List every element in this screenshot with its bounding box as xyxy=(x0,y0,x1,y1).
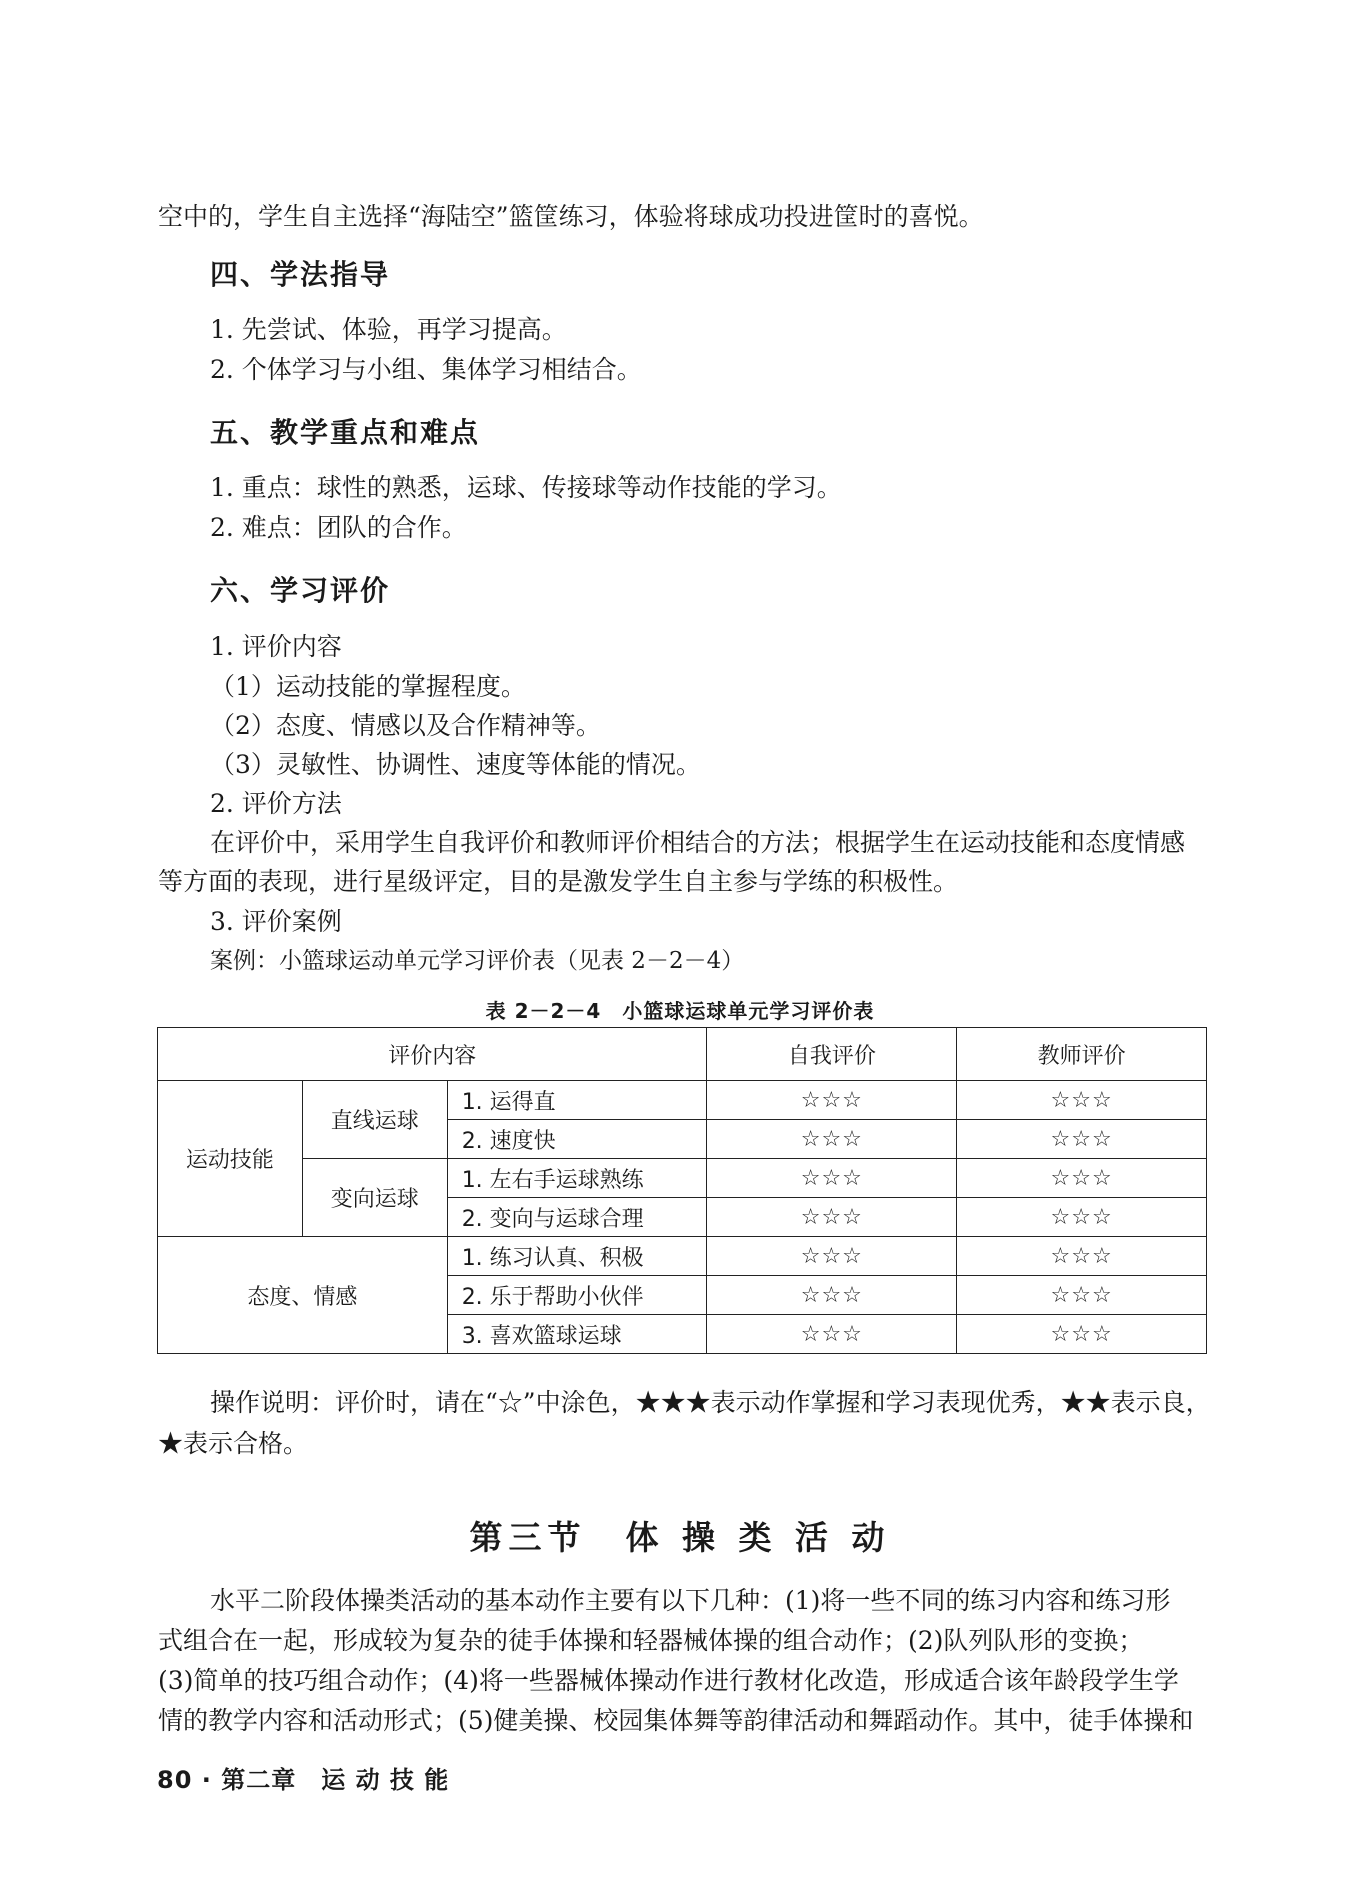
self-rating-stars[interactable]: ☆☆☆ xyxy=(707,1198,957,1237)
paragraph-line: (3)简单的技巧组合动作；(4)将一些器械体操动作进行教材化改造，形成适合该年龄段学生学 xyxy=(158,1666,1179,1695)
group-label: 运动技能 xyxy=(158,1081,303,1237)
note-line: 操作说明：评价时，请在“☆”中涂色，★★★表示动作掌握和学习表现优秀，★★表示良， xyxy=(210,1388,1211,1417)
paragraph-line: 等方面的表现，进行星级评定，目的是激发学生自主参与学练的积极性。 xyxy=(158,867,959,896)
heading-section-5: 五、教学重点和难点 xyxy=(210,416,481,449)
teacher-rating-stars[interactable]: ☆☆☆ xyxy=(957,1198,1207,1237)
teacher-rating-stars[interactable]: ☆☆☆ xyxy=(957,1237,1207,1276)
self-rating-stars[interactable]: ☆☆☆ xyxy=(707,1081,957,1120)
self-rating-stars[interactable]: ☆☆☆ xyxy=(707,1120,957,1159)
header-content: 评价内容 xyxy=(158,1028,707,1081)
list-item: 1. 先尝试、体验，再学习提高。 xyxy=(210,315,567,344)
teacher-rating-stars[interactable]: ☆☆☆ xyxy=(957,1315,1207,1354)
heading-section-6: 六、学习评价 xyxy=(210,574,391,607)
paragraph-line: 水平二阶段体操类活动的基本动作主要有以下几种：(1)将一些不同的练习内容和练习形 xyxy=(210,1586,1171,1615)
paragraph-line: 在评价中，采用学生自我评价和教师评价相结合的方法；根据学生在运动技能和态度情感 xyxy=(210,828,1186,857)
paragraph-line: 情的教学内容和活动形式；(5)健美操、校园集体舞等韵律活动和舞蹈动作。其中，徒手体操和 xyxy=(158,1706,1194,1735)
item-cell: 3. 喜欢篮球运球 xyxy=(447,1315,707,1354)
note-line: ★表示合格。 xyxy=(158,1429,309,1458)
list-item: 2. 评价方法 xyxy=(210,789,342,818)
teacher-rating-stars[interactable]: ☆☆☆ xyxy=(957,1120,1207,1159)
list-item: 2. 难点：团队的合作。 xyxy=(210,513,467,542)
list-item: 3. 评价案例 xyxy=(210,907,342,936)
list-item: （3）灵敏性、协调性、速度等体能的情况。 xyxy=(210,750,701,779)
self-rating-stars[interactable]: ☆☆☆ xyxy=(707,1159,957,1198)
table-caption: 表 2－2－4 小篮球运球单元学习评价表 xyxy=(485,999,875,1023)
item-cell: 2. 速度快 xyxy=(447,1120,707,1159)
table-header-row xyxy=(158,1028,1207,1081)
item-cell: 2. 乐于帮助小伙伴 xyxy=(447,1276,707,1315)
item-cell: 1. 左右手运球熟练 xyxy=(447,1159,707,1198)
self-rating-stars[interactable]: ☆☆☆ xyxy=(707,1315,957,1354)
teacher-rating-stars[interactable]: ☆☆☆ xyxy=(957,1276,1207,1315)
group-label: 态度、情感 xyxy=(158,1237,448,1354)
teacher-rating-stars[interactable]: ☆☆☆ xyxy=(957,1159,1207,1198)
item-cell: 1. 练习认真、积极 xyxy=(447,1237,707,1276)
self-rating-stars[interactable]: ☆☆☆ xyxy=(707,1276,957,1315)
case-line: 案例：小篮球运动单元学习评价表（见表 2－2－4） xyxy=(210,948,745,974)
table-row xyxy=(158,1081,1207,1120)
evaluation-table xyxy=(157,1027,1207,1354)
paragraph-line: 式组合在一起，形成较为复杂的徒手体操和轻器械体操的组合动作；(2)队列队形的变换； xyxy=(158,1626,1144,1655)
table-row xyxy=(158,1237,1207,1276)
self-rating-stars[interactable]: ☆☆☆ xyxy=(707,1237,957,1276)
table-row xyxy=(158,1159,1207,1198)
item-cell: 1. 运得直 xyxy=(447,1081,707,1120)
header-teacher: 教师评价 xyxy=(957,1028,1207,1081)
teacher-rating-stars[interactable]: ☆☆☆ xyxy=(957,1081,1207,1120)
header-self: 自我评价 xyxy=(707,1028,957,1081)
list-item: 1. 重点：球性的熟悉，运球、传接球等动作技能的学习。 xyxy=(210,473,842,502)
intro-line: 空中的，学生自主选择“海陆空”篮筐练习，体验将球成功投进筐时的喜悦。 xyxy=(158,202,984,231)
section-title: 第三节 体 操 类 活 动 xyxy=(469,1518,891,1557)
list-item: （2）态度、情感以及合作精神等。 xyxy=(210,711,601,740)
list-item: 2. 个体学习与小组、集体学习相结合。 xyxy=(210,355,642,384)
sub-group-label: 变向运球 xyxy=(302,1159,447,1237)
page-footer: 80 · 第二章 运 动 技 能 xyxy=(157,1766,450,1794)
list-item: （1）运动技能的掌握程度。 xyxy=(210,672,526,701)
list-item: 1. 评价内容 xyxy=(210,632,342,661)
heading-section-4: 四、学法指导 xyxy=(210,258,391,291)
item-cell: 2. 变向与运球合理 xyxy=(447,1198,707,1237)
sub-group-label: 直线运球 xyxy=(302,1081,447,1159)
